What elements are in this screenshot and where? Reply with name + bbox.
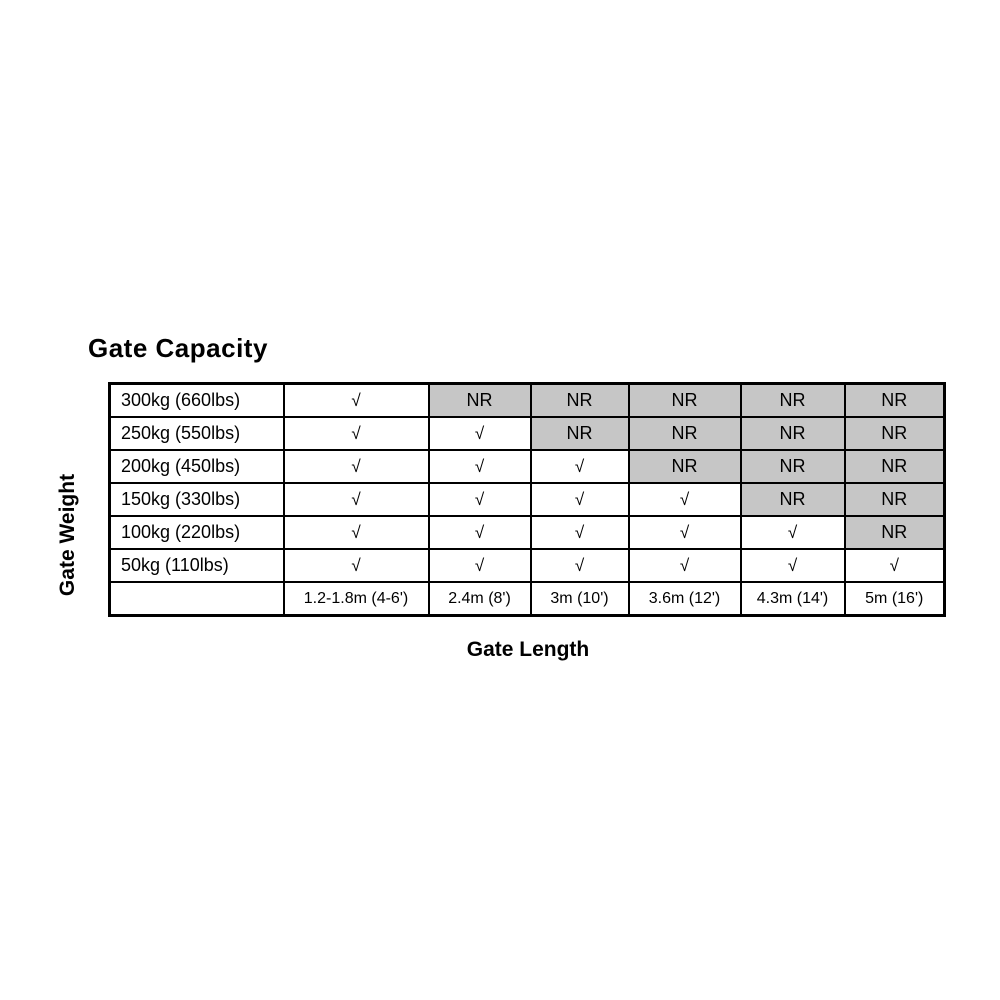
- cell-not-recommended: NR: [629, 384, 741, 418]
- cell-supported: √: [629, 549, 741, 582]
- cell-supported: √: [284, 417, 429, 450]
- cell-supported: √: [531, 483, 629, 516]
- x-axis-label-gate-length: Gate Length: [466, 638, 590, 661]
- cell-not-recommended: NR: [741, 450, 845, 483]
- cell-supported: √: [429, 417, 531, 450]
- column-header-gate-length: 3.6m (12'): [629, 582, 741, 616]
- cell-not-recommended: NR: [845, 384, 945, 418]
- cell-supported: √: [284, 384, 429, 418]
- cell-not-recommended: NR: [531, 417, 629, 450]
- row-header-gate-weight: 300kg (660lbs): [110, 384, 284, 418]
- row-header-gate-weight: 100kg (220lbs): [110, 516, 284, 549]
- table-row: [110, 450, 945, 483]
- cell-not-recommended: NR: [531, 384, 629, 418]
- cell-not-recommended: NR: [741, 483, 845, 516]
- cell-supported: √: [429, 516, 531, 549]
- row-header-gate-weight: 200kg (450lbs): [110, 450, 284, 483]
- corner-cell-empty: [110, 582, 284, 616]
- cell-not-recommended: NR: [429, 384, 531, 418]
- column-header-gate-length: 3m (10'): [531, 582, 629, 616]
- cell-not-recommended: NR: [845, 483, 945, 516]
- column-header-gate-length: 4.3m (14'): [741, 582, 845, 616]
- figure-title: Gate Capacity: [88, 333, 268, 363]
- cell-supported: √: [429, 483, 531, 516]
- cell-not-recommended: NR: [845, 516, 945, 549]
- cell-supported: √: [284, 450, 429, 483]
- column-header-gate-length: 5m (16'): [845, 582, 945, 616]
- column-header-gate-length: 2.4m (8'): [429, 582, 531, 616]
- table-row: [110, 549, 945, 582]
- cell-supported: √: [741, 516, 845, 549]
- cell-supported: √: [429, 450, 531, 483]
- cell-not-recommended: NR: [741, 417, 845, 450]
- cell-supported: √: [741, 549, 845, 582]
- column-header-gate-length: 1.2-1.8m (4-6'): [284, 582, 429, 616]
- cell-supported: √: [284, 516, 429, 549]
- cell-supported: √: [429, 549, 531, 582]
- cell-not-recommended: NR: [845, 417, 945, 450]
- table-row: [110, 417, 945, 450]
- cell-supported: √: [284, 549, 429, 582]
- table-row: [110, 384, 945, 418]
- y-axis-label-gate-weight: Gate Weight: [56, 473, 79, 597]
- cell-supported: √: [845, 549, 945, 582]
- row-header-gate-weight: 150kg (330lbs): [110, 483, 284, 516]
- row-header-gate-weight: 250kg (550lbs): [110, 417, 284, 450]
- cell-not-recommended: NR: [845, 450, 945, 483]
- table-row: [110, 483, 945, 516]
- cell-supported: √: [629, 483, 741, 516]
- column-header-row: [110, 582, 945, 616]
- cell-supported: √: [284, 483, 429, 516]
- gate-capacity-table: [108, 382, 946, 617]
- cell-not-recommended: NR: [629, 417, 741, 450]
- cell-supported: √: [531, 516, 629, 549]
- row-header-gate-weight: 50kg (110lbs): [110, 549, 284, 582]
- cell-supported: √: [531, 549, 629, 582]
- cell-not-recommended: NR: [741, 384, 845, 418]
- cell-supported: √: [629, 516, 741, 549]
- cell-not-recommended: NR: [629, 450, 741, 483]
- table-row: [110, 516, 945, 549]
- cell-supported: √: [531, 450, 629, 483]
